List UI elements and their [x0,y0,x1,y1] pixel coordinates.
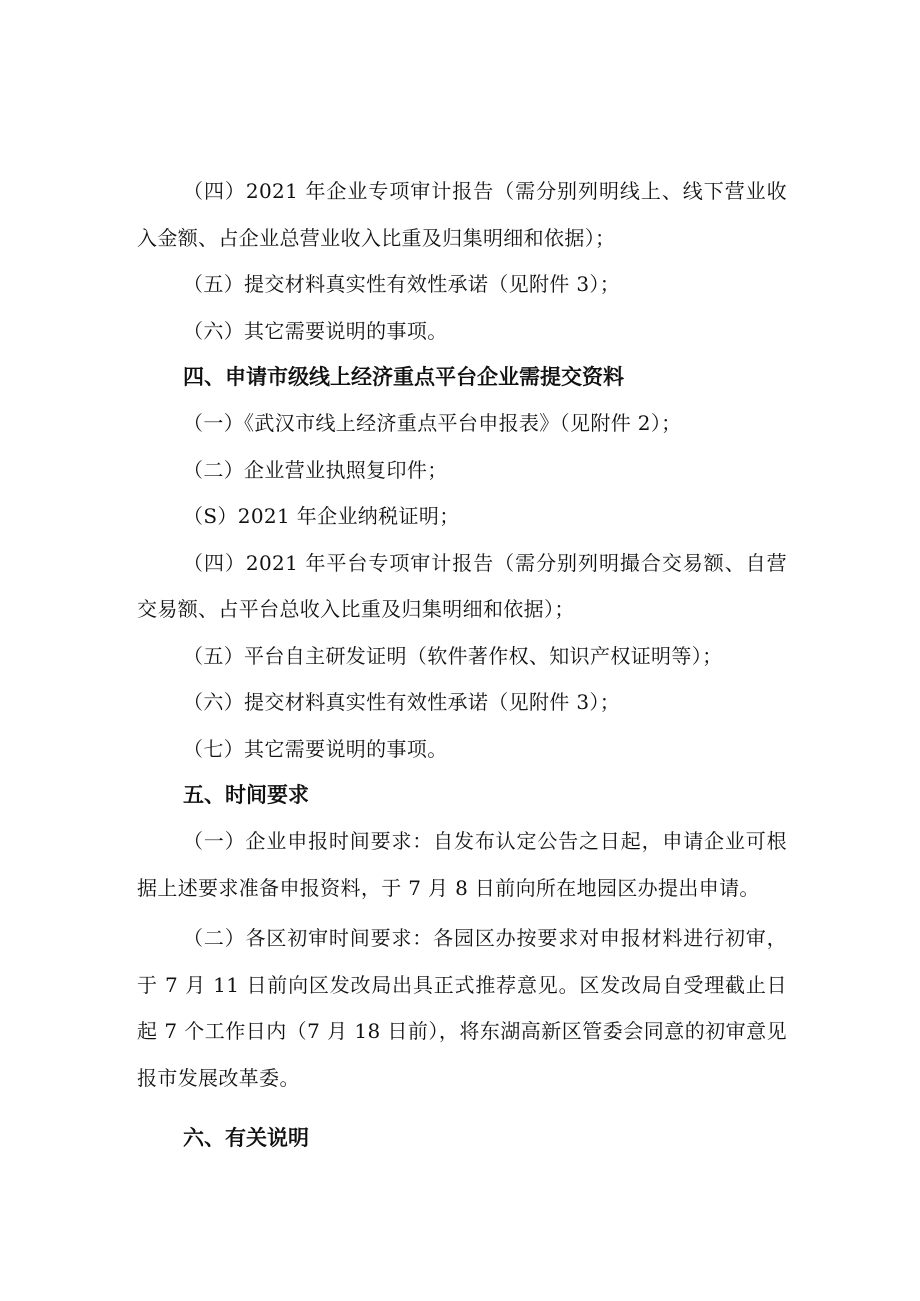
spacer [137,1101,787,1115]
section-heading-6: 六、有关说明 [183,1126,309,1150]
document-page [137,168,787,1161]
section-heading-5: 五、时间要求 [183,783,309,807]
paragraph-s4-item-4: （四）2021 年平台专项审计报告（需分别列明撮合交易额、自营交易额、占平台总收入比重及归集明细和依据）； [137,550,787,621]
section-heading-4: 四、申请市级线上经济重点平台企业需提交资料 [183,365,624,389]
paragraph-s4-item-3: （S）2021 年企业纳税证明； [183,504,460,528]
paragraph-s5-item-1: （一）企业申报时间要求：自发布认定公告之日起，申请企业可根据上述要求准备申报资料，于 7 月 8 日前向所在地园区办提出申请。 [137,829,787,900]
paragraph-s3-item-4: （四）2021 年企业专项审计报告（需分别列明线上、线下营业收入金额、占企业总营业收入比重及归集明细和依据）； [137,179,787,250]
paragraph-s5-item-2: （二）各区初审时间要求：各园区办按要求对申报材料进行初审，于 7 月 11 日前向区发改局出具正式推荐意见。区发改局自受理截止日起 7 个工作日内（7 月 18 日前），将东湖高新区管委会同意的初审意见报市发展改革委。 [137,926,787,1090]
paragraph-s4-item-7: （七）其它需要说明的事项。 [183,736,448,761]
paragraph-s4-item-1: （一）《武汉市线上经济重点平台申报表》（见附件 2）； [183,411,682,435]
paragraph-s4-item-5: （五）平台自主研发证明（软件著作权、知识产权证明等）； [183,643,723,668]
paragraph-s3-item-5: （五）提交材料真实性有效性承诺（见附件 3）； [183,272,621,296]
paragraph-s3-item-6: （六）其它需要说明的事项。 [183,318,448,343]
paragraph-s4-item-2: （二）企业营业执照复印件； [183,457,448,482]
paragraph-s4-item-6: （六）提交材料真实性有效性承诺（见附件 3）； [183,690,621,714]
